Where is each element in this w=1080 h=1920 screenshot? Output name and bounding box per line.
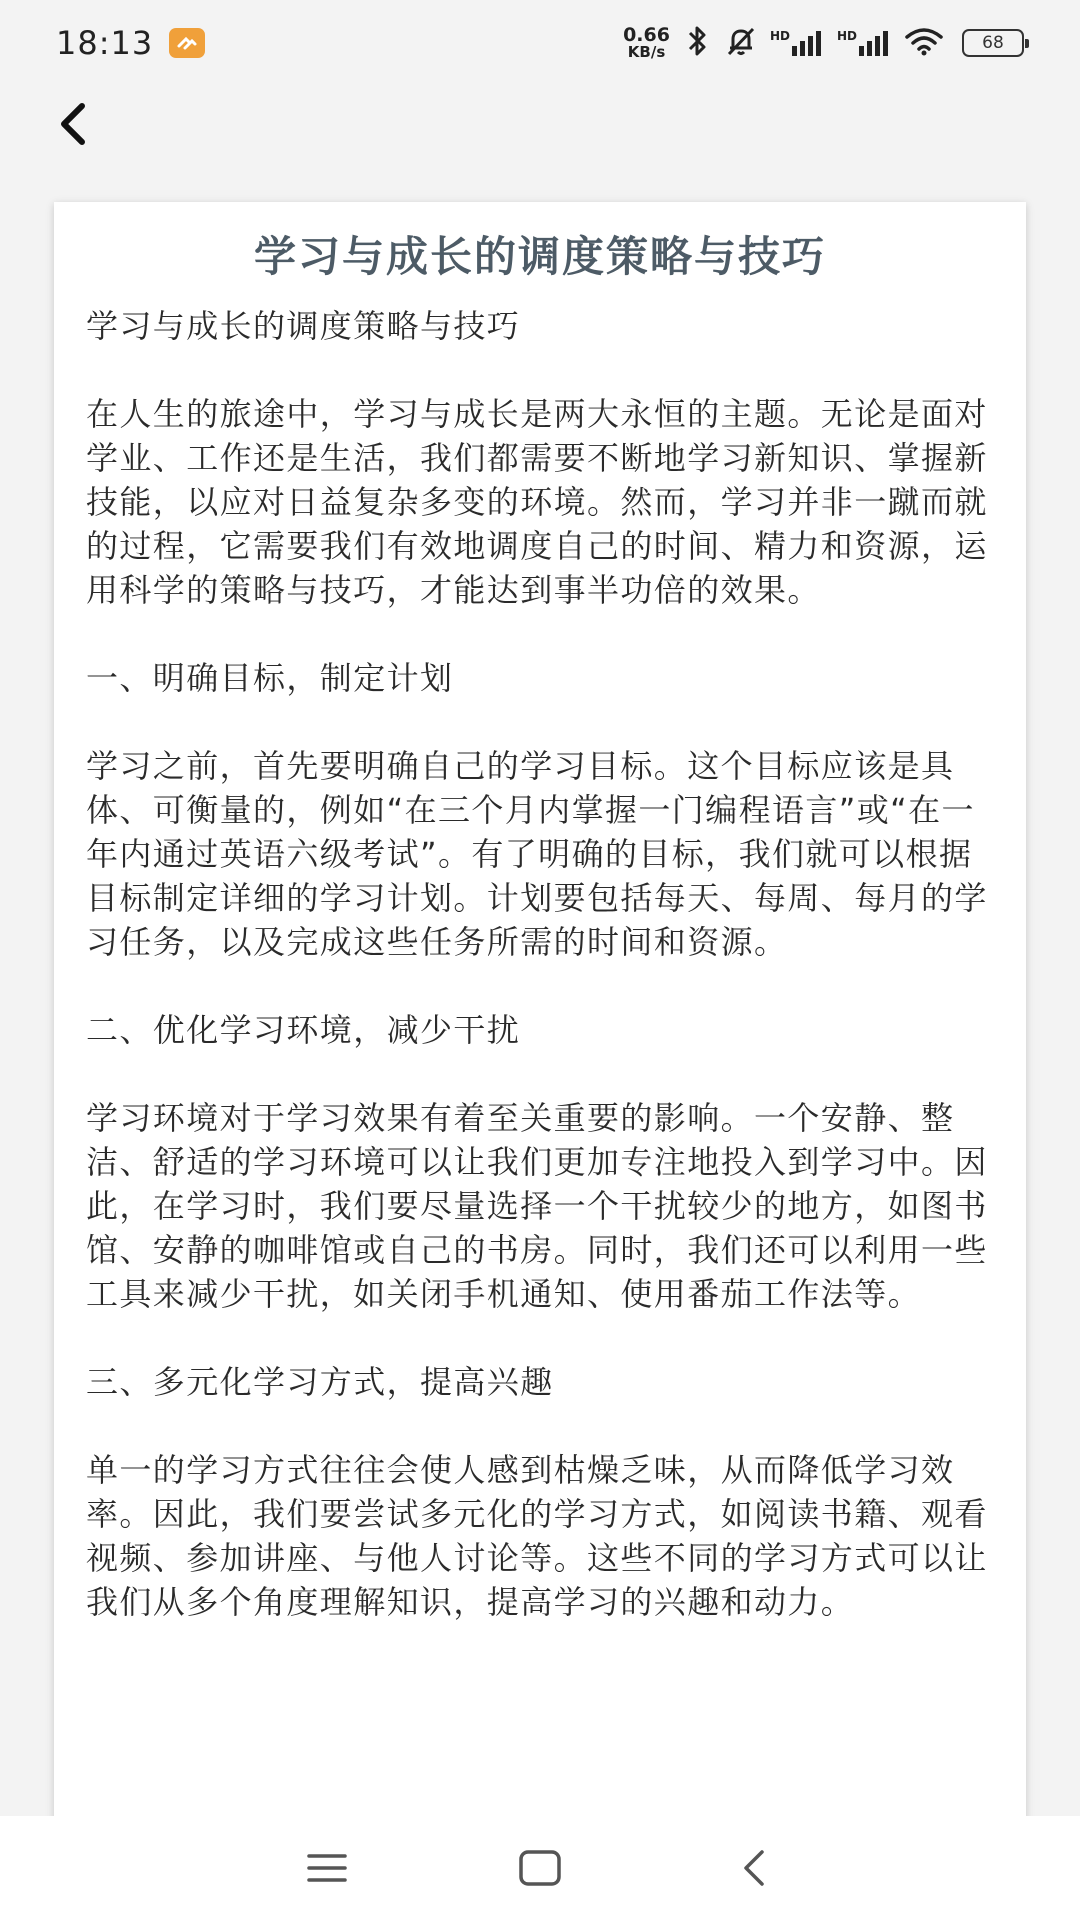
article-paragraph: 学习环境对于学习效果有着至关重要的影响。一个安静、整洁、舒适的学习环境可以让我们更加专注地投入到学习中。因此，在学习时，我们要尽量选择一个干扰较少的地方，如图书馆、安静的咖啡馆或自己的书房。同时，我们还可以利用一些工具来减少干扰，如关闭手机通知、使用番茄工作法等。	[86, 1099, 988, 1313]
home-icon	[518, 1849, 562, 1887]
status-left	[56, 24, 205, 62]
section-heading: 二、优化学习环境，减少干扰	[86, 1011, 521, 1049]
chevron-left-icon	[52, 100, 92, 148]
battery-level: 68	[982, 33, 1004, 53]
menu-icon	[306, 1851, 348, 1885]
net-speed	[623, 26, 670, 60]
nav-home-button[interactable]	[510, 1838, 570, 1898]
status-time: 18:13	[56, 24, 154, 62]
back-icon	[738, 1848, 768, 1888]
app-badge-icon	[169, 28, 205, 58]
article-title: 学习与成长的调度策略与技巧	[253, 232, 826, 281]
signal-hd-label: HD	[769, 29, 790, 43]
article-card	[54, 202, 1026, 1842]
nav-back-button[interactable]	[723, 1838, 783, 1898]
nav-menu-button[interactable]	[297, 1838, 357, 1898]
back-button[interactable]	[44, 96, 100, 152]
section-heading: 一、明确目标，制定计划	[86, 659, 454, 697]
status-right	[623, 24, 1024, 62]
signal-icon	[770, 29, 825, 57]
article-paragraph: 单一的学习方式往往会使人感到枯燥乏味，从而降低学习效率。因此，我们要尝试多元化的学习方式，如阅读书籍、观看视频、参加讲座、与他人讨论等。这些不同的学习方式可以让我们从多个角度理解知识，提高学习的兴趣和动力。	[86, 1451, 988, 1621]
battery-icon	[962, 29, 1024, 57]
net-speed-value: 0.66	[623, 24, 670, 46]
bluetooth-icon	[682, 24, 712, 62]
mute-bell-icon	[724, 24, 758, 62]
article-paragraph: 学习之前，首先要明确自己的学习目标。这个目标应该是具体、可衡量的，例如“在三个月内掌握一门编程语言”或“在一年内通过英语六级考试”。有了明确的目标，我们就可以根据目标制定详细的学习计划。计划要包括每天、每周、每月的学习任务，以及完成这些任务所需的时间和资源。	[86, 747, 988, 961]
article-paragraph: 学习与成长的调度策略与技巧	[86, 307, 521, 345]
wifi-icon	[904, 26, 944, 60]
status-bar	[0, 0, 1080, 86]
article-content	[54, 284, 1026, 1624]
article-paragraph: 在人生的旅途中，学习与成长是两大永恒的主题。无论是面对学业、工作还是生活，我们都需要不断地学习新知识、掌握新技能，以应对日益复杂多变的环境。然而，学习并非一蹴而就的过程，它需要我们有效地调度自己的时间、精力和资源，运用科学的策略与技巧，才能达到事半功倍的效果。	[86, 395, 988, 609]
signal-icon	[837, 29, 892, 57]
signal-hd-label: HD	[836, 29, 857, 43]
net-speed-unit: KB/s	[627, 43, 666, 61]
section-heading: 三、多元化学习方式，提高兴趣	[86, 1363, 554, 1401]
system-nav-bar	[0, 1816, 1080, 1920]
